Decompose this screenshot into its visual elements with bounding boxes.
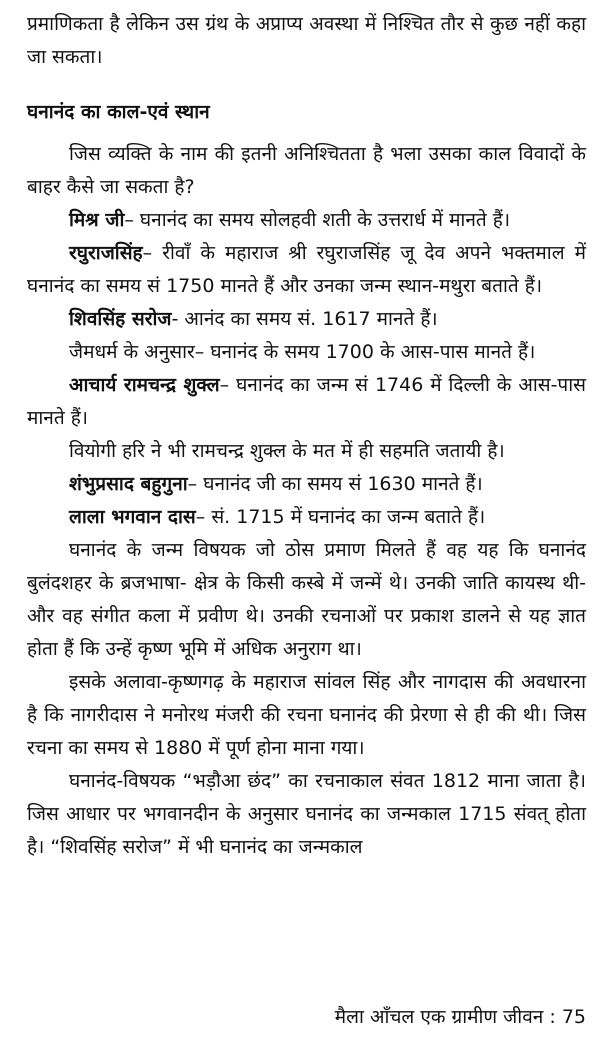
scholar-name: शिवसिंह सरोज xyxy=(69,308,172,330)
paragraph-bhadaua-chhand: घनानंद-विषयक “भड़ौआ छंद” का रचनाकाल संवत 1812 माना जाता है। जिस आधार पर भगवानदीन के अनुसार घनानंद का जन्मकाल 1715 संवत् होता है। “शिवसिंह सरोज” में भी घनानंद का जन्मकाल xyxy=(27,770,586,858)
scholar-name: लाला भगवान दास xyxy=(69,506,196,528)
paragraph-krishnagarh: इसके अलावा-कृष्णगढ़ के महाराज सांवल सिंह और नागदास की अवधारना है कि नागरीदास ने मनोरथ मंजरी की रचना घनानंद की प्रेरणा से ही की थी। जिस रचना का समय से 1880 में पूर्ण होना माना गया। xyxy=(27,671,586,759)
opinion-text: - आनंद का समय सं. 1617 मानते हैं। xyxy=(171,308,438,330)
opinion-raghurajsingh xyxy=(27,237,586,303)
opinion-shivsingh-saroj xyxy=(27,303,586,336)
opinion-text: – सं. 1715 में घनानंद का जन्म बताते हैं। xyxy=(195,506,486,528)
opinion-mishra xyxy=(27,204,586,237)
page-footer xyxy=(335,1003,586,1031)
page-number: 75 xyxy=(561,1006,586,1028)
opinion-text: – रीवाँ के महाराज श्री रघुराजसिंह जू देव अपने भक्तमाल में घनानंद का समय सं 1750 मानते हैं और उनका जन्म स्थान-मथुरा बताते हैं। xyxy=(27,242,586,297)
paragraph-birth-evidence: घनानंद के जन्म विषयक जो ठोस प्रमाण मिलते हैं वह यह कि घनानंद बुलंदशहर के ब्रजभाषा- क्षेत्र के किसी कस्बे में जन्में थे। उनकी जाति कायस्थ थी- और वह संगीत कला में प्रवीण थे। उनकी रचनाओं पर प्रकाश डालने से यह ज्ञात होता हैं कि उन्हें कृष्ण भूमि में अधिक अनुराग था। xyxy=(27,539,586,660)
paragraph-intro: जिस व्यक्ति के नाम की इतनी अनिश्चितता है भला उसका काल विवादों के बाहर कैसे जा सकता है? xyxy=(27,143,586,198)
scholar-name: आचार्य रामचन्द्र शुक्ल xyxy=(69,374,220,396)
section-heading: घनानंद का काल-एवं स्थान xyxy=(27,101,210,123)
paragraph-continuation: प्रमाणिकता है लेकिन उस ग्रंथ के अप्राप्य अवस्था में निश्चित तौर से कुछ नहीं कहा जा सकता। xyxy=(27,13,586,68)
scholar-name: रघुराजसिंह xyxy=(69,242,143,264)
opinion-ramchandra-shukla xyxy=(27,369,586,435)
scholar-name: शंभुप्रसाद बहुगुना xyxy=(69,473,188,495)
opinion-shambhuprasad xyxy=(27,468,586,501)
opinion-text: – घनानंद जी का समय सं 1630 मानते हैं। xyxy=(187,473,483,495)
opinion-viyogi-hari: वियोगी हरि ने भी रामचन्द्र शुक्ल के मत में ही सहमति जतायी है। xyxy=(69,440,505,462)
opinion-lala-bhagwan-das xyxy=(27,501,586,534)
footer-separator: : xyxy=(549,1006,556,1028)
opinion-text: – घनानंद का समय सोलहवी शती के उत्तरार्ध में मानते हैं। xyxy=(124,209,511,231)
opinion-text: – घनानंद का जन्म सं 1746 में दिल्ली के आस-पास मानते हैं। xyxy=(27,374,586,429)
opinion-jaimdharm: जैमधर्म के अनुसार– घनानंद के समय 1700 के आस-पास मानते हैं। xyxy=(69,341,536,363)
footer-book-title: मैला आँचल एक ग्रामीण जीवन xyxy=(334,1006,544,1028)
scholar-name: मिश्र जी xyxy=(69,209,125,231)
